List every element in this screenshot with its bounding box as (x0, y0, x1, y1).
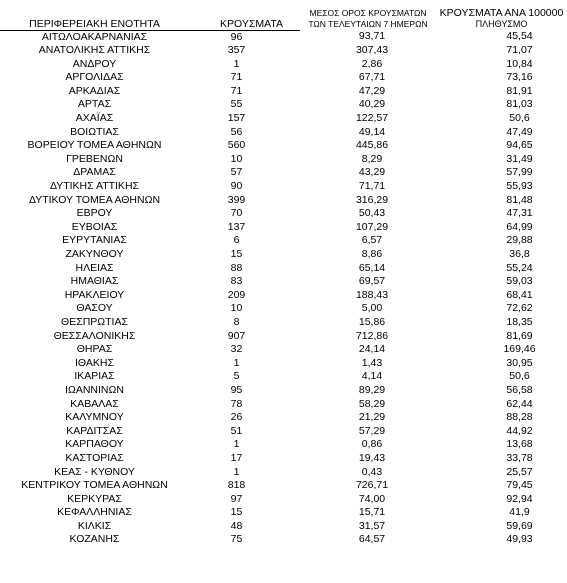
rate-cell: 73,16 (506, 71, 533, 84)
avg-cases-cell: 49,14 (358, 125, 386, 138)
region-cell: ΔΡΑΜΑΣ (73, 166, 116, 179)
table-row (0, 207, 567, 221)
avg-cases-cell: 31,57 (358, 519, 386, 532)
avg-cases-cell: 71,71 (358, 180, 386, 193)
cases-cell: 48 (230, 519, 243, 532)
table-row (0, 425, 567, 439)
rate-cell: 56,58 (506, 383, 533, 396)
table-row (0, 466, 567, 480)
avg-cases-cell: 74,00 (358, 492, 386, 505)
avg-cases-cell: 445,86 (355, 139, 389, 152)
cases-cell: 357 (227, 44, 246, 57)
table-row (0, 248, 567, 262)
header-rate-line2: ΠΛΗΘΥΣΜΟ (475, 19, 528, 29)
table-row (0, 194, 567, 208)
cases-cell: 157 (227, 112, 246, 125)
cases-cell: 55 (230, 98, 243, 111)
rate-cell: 59,03 (506, 275, 533, 288)
region-cell: ΚΕΑΣ - ΚΥΘΝΟΥ (54, 465, 135, 478)
avg-cases-cell: 67,71 (358, 71, 386, 84)
table-row (0, 398, 567, 412)
table-row (0, 370, 567, 384)
rate-cell: 55,24 (506, 261, 533, 274)
rate-cell: 25,57 (506, 465, 533, 478)
region-cell: ΚΕΡΚΥΡΑΣ (67, 492, 122, 505)
region-cell: ΚΑΒΑΛΑΣ (70, 397, 119, 410)
cases-cell: 90 (230, 180, 243, 193)
region-cell: ΚΕΝΤΡΙΚΟΥ ΤΟΜΕΑ ΑΘΗΝΩΝ (21, 479, 168, 492)
cases-cell: 32 (230, 343, 243, 356)
table-row (0, 98, 567, 112)
avg-cases-cell: 712,86 (355, 329, 389, 342)
header-avg-line1: ΜΕΣΟΣ ΟΡΟΣ ΚΡΟΥΣΜΑΤΩΝ (309, 8, 427, 18)
avg-cases-cell: 58,29 (358, 397, 386, 410)
table-row (0, 438, 567, 452)
region-cell: ΚΑΛΥΜΝΟΥ (65, 411, 124, 424)
table-row (0, 479, 567, 493)
avg-cases-cell: 107,29 (355, 220, 389, 233)
cases-cell: 97 (230, 492, 243, 505)
region-cell: ΘΑΣΟΥ (76, 302, 113, 315)
avg-cases-cell: 64,57 (358, 533, 386, 546)
rate-cell: 49,93 (506, 533, 533, 546)
rate-cell: 44,92 (506, 424, 533, 437)
region-cell: ΚΑΣΤΟΡΙΑΣ (65, 451, 124, 464)
avg-cases-cell: 40,29 (358, 98, 386, 111)
avg-cases-cell: 726,71 (355, 479, 389, 492)
avg-cases-cell: 8,29 (361, 152, 383, 165)
avg-cases-cell: 24,14 (358, 343, 386, 356)
table-row (0, 302, 567, 316)
cases-cell: 907 (227, 329, 246, 342)
rate-cell: 55,93 (506, 180, 533, 193)
table-row (0, 357, 567, 371)
cases-cell: 88 (230, 261, 243, 274)
region-cell: ΕΥΡΥΤΑΝΙΑΣ (62, 234, 127, 247)
region-cell: ΚΕΦΑΛΛΗΝΙΑΣ (57, 506, 132, 519)
avg-cases-cell: 5,00 (361, 302, 383, 315)
region-cell: ΚΟΖΑΝΗΣ (69, 533, 120, 546)
header-avg (300, 8, 436, 30)
rate-cell: 79,45 (506, 479, 533, 492)
cases-cell: 71 (230, 71, 243, 84)
avg-cases-cell: 93,71 (358, 30, 386, 43)
rate-cell: 33,78 (506, 451, 533, 464)
table-row (0, 411, 567, 425)
rate-cell: 45,54 (506, 30, 533, 43)
avg-cases-cell: 0,43 (361, 465, 383, 478)
rate-cell: 71,07 (506, 44, 533, 57)
table-row (0, 506, 567, 520)
avg-cases-cell: 307,43 (355, 44, 389, 57)
rate-cell: 50,6 (509, 112, 530, 125)
avg-cases-cell: 57,29 (358, 424, 386, 437)
cases-cell: 71 (230, 84, 243, 97)
cases-cell: 10 (230, 302, 243, 315)
avg-cases-cell: 15,86 (358, 315, 386, 328)
avg-cases-cell: 2,86 (361, 57, 383, 70)
table-row (0, 44, 567, 58)
avg-cases-cell: 65,14 (358, 261, 386, 274)
region-cell: ΑΧΑΪΑΣ (75, 112, 114, 125)
table-row (0, 452, 567, 466)
rate-cell: 169,46 (503, 343, 536, 356)
cases-cell: 209 (227, 288, 246, 301)
cases-cell: 1 (233, 356, 240, 369)
rate-cell: 30,95 (506, 356, 533, 369)
cases-cell: 1 (233, 57, 240, 70)
table-row (0, 384, 567, 398)
region-cell: ΔΥΤΙΚΗΣ ΑΤΤΙΚΗΣ (49, 180, 140, 193)
avg-cases-cell: 50,43 (358, 207, 386, 220)
region-cell: ΑΙΤΩΛΟΑΚΑΡΝΑΝΙΑΣ (41, 30, 148, 43)
region-cell: ΗΡΑΚΛΕΙΟΥ (64, 288, 125, 301)
avg-cases-cell: 8,86 (361, 248, 383, 260)
rate-cell: 57,99 (506, 166, 533, 179)
avg-cases-cell: 316,29 (355, 193, 389, 206)
rate-cell: 13,68 (506, 438, 533, 451)
rate-cell: 81,69 (506, 329, 533, 342)
table-row (0, 30, 567, 44)
cases-cell: 10 (230, 152, 243, 165)
cases-cell: 15 (230, 506, 243, 519)
rate-cell: 47,49 (506, 125, 533, 138)
avg-cases-cell: 43,29 (358, 166, 386, 179)
header-rate-line1: ΚΡΟΥΣΜΑΤΑ ΑΝΑ 100000 (439, 7, 564, 19)
region-cell: ΑΡΚΑΔΙΑΣ (68, 84, 121, 97)
avg-cases-cell: 1,43 (361, 356, 383, 369)
region-cell: ΒΟΡΕΙΟΥ ΤΟΜΕΑ ΑΘΗΝΩΝ (27, 139, 162, 152)
header-rate (436, 8, 567, 30)
table-row (0, 153, 567, 167)
cases-table (0, 8, 567, 547)
cases-cell: 1 (233, 438, 240, 451)
cases-cell: 96 (230, 30, 243, 43)
header-region: ΠΕΡΙΦΕΡΕΙΑΚΗ ΕΝΟΤΗΤΑ (0, 8, 203, 30)
region-cell: ΗΛΕΙΑΣ (75, 261, 114, 274)
rate-cell: 64,99 (506, 220, 533, 233)
cases-cell: 17 (230, 451, 243, 464)
table-row (0, 221, 567, 235)
table-row (0, 262, 567, 276)
table-row (0, 71, 567, 85)
table-row (0, 58, 567, 72)
avg-cases-cell: 89,29 (358, 383, 386, 396)
region-cell: ΒΟΙΩΤΙΑΣ (70, 125, 119, 138)
avg-cases-cell: 21,29 (358, 411, 386, 424)
region-cell: ΑΝΑΤΟΛΙΚΗΣ ΑΤΤΙΚΗΣ (38, 44, 151, 57)
cases-cell: 51 (230, 424, 243, 437)
cases-cell: 78 (230, 397, 243, 410)
rate-cell: 81,91 (506, 84, 533, 97)
region-cell: ΑΡΓΟΛΙΔΑΣ (65, 71, 124, 84)
table-row (0, 343, 567, 357)
region-cell: ΙΩΑΝΝΙΝΩΝ (65, 383, 124, 396)
region-cell: ΓΡΕΒΕΝΩΝ (66, 152, 123, 165)
cases-cell: 5 (233, 370, 240, 383)
region-cell: ΘΕΣΣΑΛΟΝΙΚΗΣ (53, 329, 136, 342)
avg-cases-cell: 0,86 (361, 438, 383, 451)
region-cell: ΕΥΒΟΙΑΣ (71, 220, 118, 233)
table-row (0, 85, 567, 99)
rate-cell: 92,94 (506, 492, 533, 505)
avg-cases-cell: 19,43 (358, 451, 386, 464)
rate-cell: 47,31 (506, 207, 533, 220)
table-row (0, 330, 567, 344)
region-cell: ΘΗΡΑΣ (76, 343, 113, 356)
table-row (0, 289, 567, 303)
avg-cases-cell: 4,14 (361, 370, 383, 383)
table-row (0, 166, 567, 180)
region-cell: ΔΥΤΙΚΟΥ ΤΟΜΕΑ ΑΘΗΝΩΝ (28, 193, 161, 206)
table-row (0, 533, 567, 547)
avg-cases-cell: 69,57 (358, 275, 386, 288)
cases-cell: 399 (227, 193, 246, 206)
cases-cell: 8 (233, 315, 240, 328)
avg-cases-cell: 6,57 (361, 234, 383, 247)
table-row (0, 316, 567, 330)
region-cell: ΑΡΤΑΣ (77, 98, 112, 111)
cases-cell: 26 (230, 411, 243, 424)
region-cell: ΗΜΑΘΙΑΣ (70, 275, 119, 288)
region-cell: ΕΒΡΟΥ (76, 207, 113, 220)
region-cell: ΑΝΔΡΟΥ (72, 57, 117, 70)
cases-cell: 75 (230, 533, 243, 546)
table-row (0, 112, 567, 126)
table-row (0, 520, 567, 534)
region-cell: ΖΑΚΥΝΘΟΥ (65, 248, 124, 260)
rate-cell: 31,49 (506, 152, 533, 165)
rate-cell: 94,65 (506, 139, 533, 152)
rate-cell: 68,41 (506, 288, 533, 301)
avg-cases-cell: 47,29 (358, 84, 386, 97)
cases-cell: 1 (233, 465, 240, 478)
header-row (0, 8, 567, 30)
table-row (0, 126, 567, 140)
cases-cell: 83 (230, 275, 243, 288)
rate-cell: 59,69 (506, 519, 533, 532)
region-cell: ΘΕΣΠΡΩΤΙΑΣ (61, 315, 128, 328)
region-cell: ΚΑΡΔΙΤΣΑΣ (66, 424, 123, 437)
region-cell: ΚΙΛΚΙΣ (77, 519, 112, 532)
table-row (0, 139, 567, 153)
rate-cell: 72,62 (506, 302, 533, 315)
table-row (0, 234, 567, 248)
rate-cell: 36,8 (509, 248, 530, 260)
rate-cell: 81,48 (506, 193, 533, 206)
rate-cell: 10,84 (506, 57, 533, 70)
header-cases: ΚΡΟΥΣΜΑΤΑ (203, 8, 300, 30)
avg-cases-cell: 122,57 (355, 112, 389, 125)
avg-cases-cell: 15,71 (358, 506, 386, 519)
table-row (0, 180, 567, 194)
rate-cell: 18,35 (506, 315, 533, 328)
cases-cell: 15 (230, 248, 243, 260)
cases-cell: 95 (230, 383, 243, 396)
rate-cell: 50,6 (509, 370, 530, 383)
table-row (0, 493, 567, 507)
region-cell: ΙΘΑΚΗΣ (75, 356, 114, 369)
region-cell: ΙΚΑΡΙΑΣ (74, 370, 115, 383)
region-cell: ΚΑΡΠΑΘΟΥ (65, 438, 124, 451)
cases-cell: 137 (227, 220, 246, 233)
cases-cell: 70 (230, 207, 243, 220)
cases-cell: 6 (233, 234, 240, 247)
table-body (0, 30, 567, 547)
header-avg-line2: ΤΩΝ ΤΕΛΕΥΤΑΙΩΝ 7 ΗΜΕΡΩΝ (308, 19, 428, 29)
cases-cell: 57 (230, 166, 243, 179)
table-row (0, 275, 567, 289)
rate-cell: 29,88 (506, 234, 533, 247)
rate-cell: 81,03 (506, 98, 533, 111)
cases-cell: 560 (227, 139, 246, 152)
rate-cell: 41,9 (509, 506, 530, 519)
avg-cases-cell: 188,43 (355, 288, 389, 301)
rate-cell: 88,28 (506, 411, 533, 424)
cases-cell: 56 (230, 125, 243, 138)
rate-cell: 62,44 (506, 397, 533, 410)
cases-cell: 818 (227, 479, 246, 492)
